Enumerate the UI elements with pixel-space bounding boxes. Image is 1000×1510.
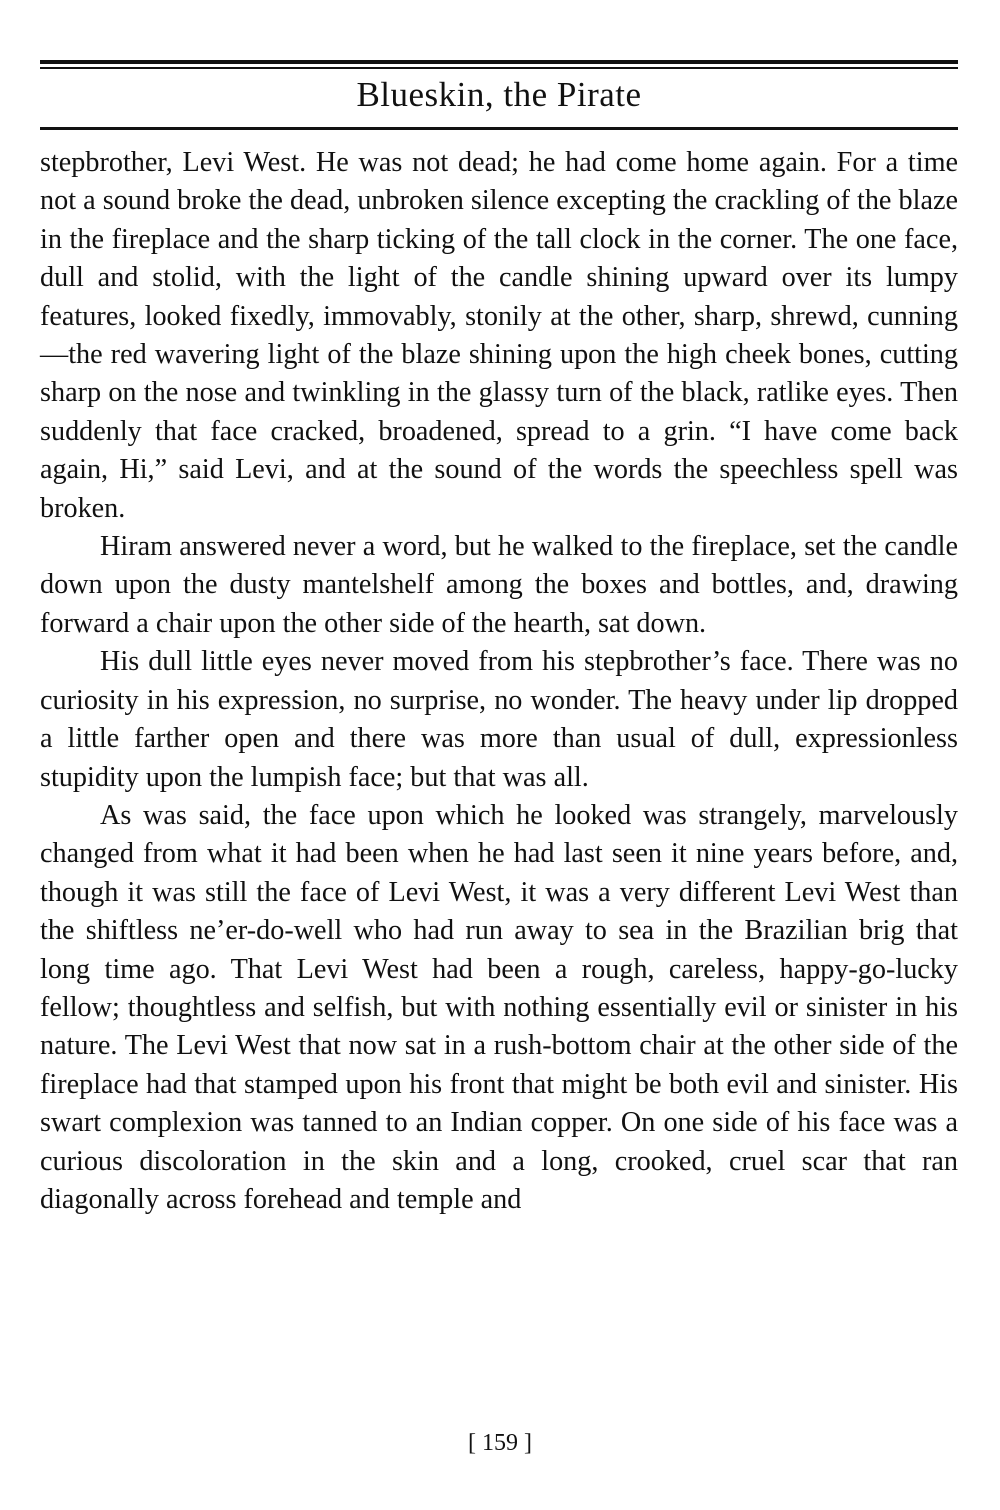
book-page: [40, 60, 958, 1219]
header-rule-bottom: [40, 127, 958, 130]
header-rule-top: [40, 60, 958, 64]
page-number: [ 159 ]: [468, 1430, 532, 1456]
running-title: Blueskin, the Pirate: [356, 75, 642, 114]
paragraph: As was said, the face upon which he looked was strangely, marvelously changed from what it had been when he had last seen it nine years before, and, though it was still the face of Levi West, it was a very different Levi West than the shiftless ne’er-do-well who had run away to sea in the Brazilian brig that long time ago. That Levi West had been a rough, careless, happy-go-lucky fellow; thoughtless and selfish, but with nothing essentially evil or sinister in his nature. The Levi West that now sat in a rush-bottom chair at the other side of the fireplace had that stamped upon his front that might be both evil and sinister. His swart complexion was tanned to an Indian copper. On one side of his face was a curious discoloration in the skin and a long, crooked, cruel scar that ran diagonally across forehead and temple and: [40, 799, 958, 1215]
paragraph: His dull little eyes never moved from his stepbrother’s face. There was no curiosity in his expression, no surprise, no wonder. The heavy under lip dropped a little farther open and there was more than usual of dull, expressionless stupidity upon the lumpish face; but that was all.: [40, 646, 958, 793]
paragraph-continued: stepbrother, Levi West. He was not dead; he had come home again. For a time not a sound broke the dead, unbroken silence excepting the crackling of the blaze in the fireplace and the sharp ticking of the tall clock in the corner. The one face, dull and stolid, with the light of the candle shining upward over its lumpy features, looked fixedly, immovably, stonily at the other, sharp, shrewd, cunning—the red wavering light of the blaze shining upon the high cheek bones, cutting sharp on the nose and twinkling in the glassy turn of the black, ratlike eyes. Then suddenly that face cracked, broadened, spread to a grin. “I have come back again, Hi,” said Levi, and at the sound of the words the speechless spell was broken.: [40, 147, 958, 524]
paragraph: Hiram answered never a word, but he walked to the fireplace, set the candle down upon the dusty mantelshelf among the boxes and bottles, and, drawing forward a chair upon the other side of the hearth, sat down.: [40, 531, 958, 639]
body-text: [40, 144, 958, 1219]
